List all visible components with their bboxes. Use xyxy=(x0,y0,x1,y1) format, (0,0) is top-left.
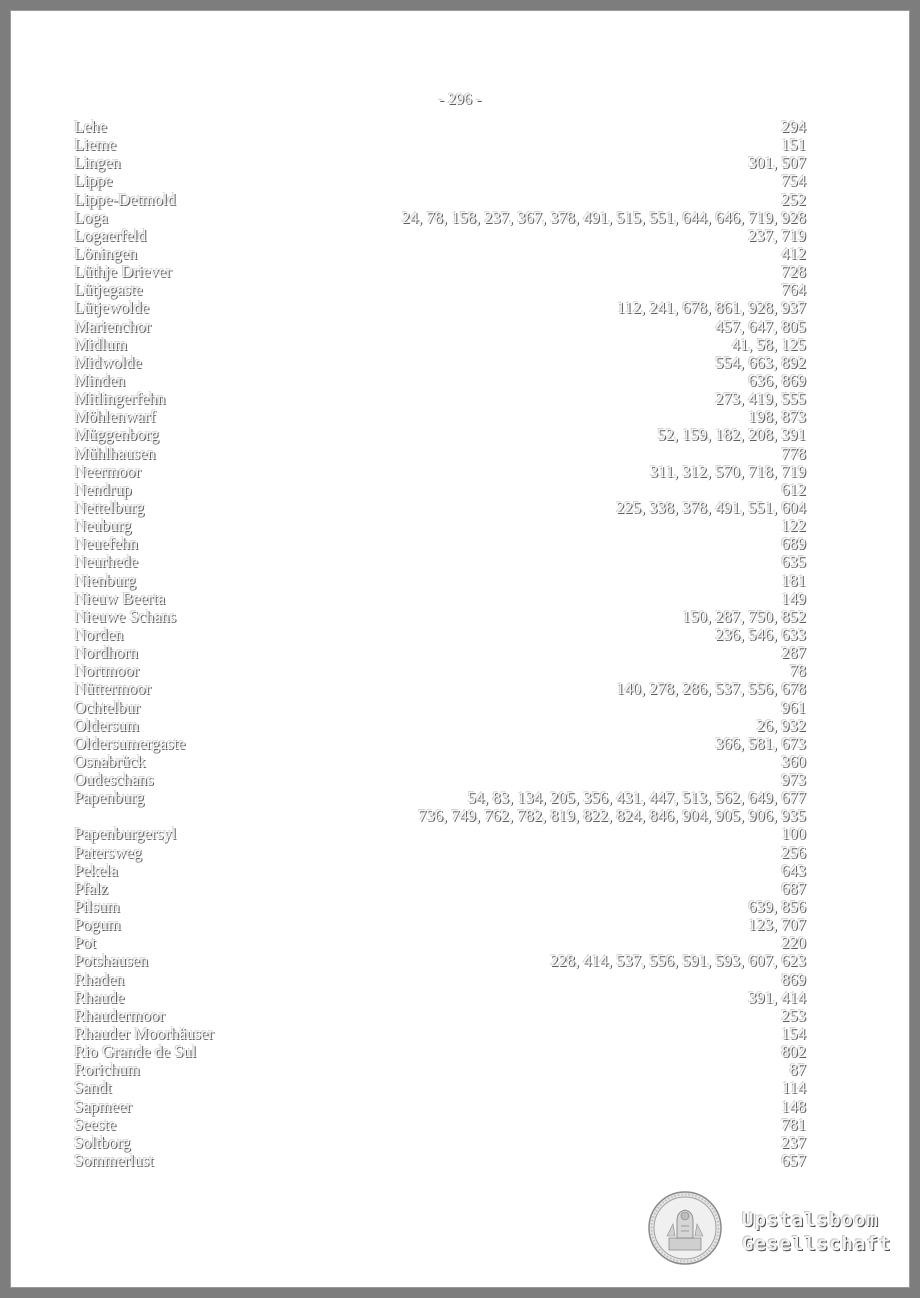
page-references: 114 xyxy=(781,1078,806,1098)
page-references: 687 xyxy=(781,878,806,898)
index-entry xyxy=(74,608,806,626)
place-name: Nordhorn xyxy=(74,643,139,663)
place-name: Lingen xyxy=(74,153,121,173)
page-references: 54, 83, 134, 205, 356, 431, 447, 513, 562, 649, 677 xyxy=(467,788,806,808)
page-references: 154 xyxy=(781,1024,806,1044)
index-entry xyxy=(74,590,806,608)
place-name: Rhaude xyxy=(74,987,125,1007)
place-name: Midwolde xyxy=(74,352,142,372)
page-references: 198, 873 xyxy=(748,407,806,427)
page-references: 639, 856 xyxy=(748,897,806,917)
society-name xyxy=(742,1208,891,1256)
place-name: Papenburgersyl xyxy=(74,824,177,844)
index-entry xyxy=(74,354,806,372)
index-entry xyxy=(74,916,806,934)
index-entry xyxy=(74,1025,806,1043)
page-references: 228, 414, 537, 556, 591, 593, 607, 623 xyxy=(550,951,806,971)
page-references: 802 xyxy=(781,1042,806,1062)
place-name: Lütjegaste xyxy=(74,280,143,300)
place-name: Sommerlust xyxy=(74,1151,154,1171)
page-references: 301, 507 xyxy=(748,153,806,173)
index-entry xyxy=(74,281,806,299)
index-entry xyxy=(74,481,806,499)
page-references: 78 xyxy=(789,661,806,681)
place-name: Papenburg xyxy=(74,788,145,808)
page-references: 122 xyxy=(781,516,806,536)
index-entry xyxy=(74,1061,806,1079)
place-name: Rorichum xyxy=(74,1060,140,1080)
page-references: 253 xyxy=(781,1005,806,1025)
index-entry xyxy=(74,372,806,390)
index-entry xyxy=(74,553,806,571)
index-entry xyxy=(74,898,806,916)
index-entry xyxy=(74,299,806,317)
index-entry xyxy=(74,1152,806,1170)
place-name: Loga xyxy=(74,207,108,227)
page-references: 24, 78, 158, 237, 367, 378, 491, 515, 551, 644, 646, 719, 928 xyxy=(401,207,806,227)
place-name: Lütjewolde xyxy=(74,298,150,318)
page-references: 41, 58, 125 xyxy=(731,334,806,354)
page-references: 736, 749, 762, 782, 819, 822, 824, 846, 904, 905, 906, 935 xyxy=(418,806,806,826)
index-entry xyxy=(74,172,806,190)
place-name: Midlum xyxy=(74,334,128,354)
place-name: Neurhede xyxy=(74,552,139,572)
place-name: Müggenborg xyxy=(74,425,159,445)
page-references: 52, 159, 182, 208, 391 xyxy=(657,425,806,445)
index-entry xyxy=(74,245,806,263)
place-name: Pilsum xyxy=(74,897,120,917)
page-references: 220 xyxy=(781,933,806,953)
index-entry xyxy=(74,717,806,735)
index-entry xyxy=(74,426,806,444)
index-entry xyxy=(74,952,806,970)
index-entry xyxy=(74,154,806,172)
page-references: 636, 869 xyxy=(748,370,806,390)
place-name: Potshausen xyxy=(74,951,149,971)
place-name: Nettelburg xyxy=(74,497,145,517)
place-name: Ochtelbur xyxy=(74,697,140,717)
place-name: Minden xyxy=(74,370,126,390)
index-entry xyxy=(74,662,806,680)
place-name: Lehe xyxy=(74,117,107,136)
index-entry xyxy=(74,699,806,717)
index-entry xyxy=(74,227,806,245)
page-references: 100 xyxy=(781,824,806,844)
place-name: Nieuw Beerta xyxy=(74,588,166,608)
place-name: Nienburg xyxy=(74,570,137,590)
page-references: 140, 278, 286, 537, 556, 678 xyxy=(616,679,806,699)
place-name: Nüttermoor xyxy=(74,679,151,699)
page-references: 643 xyxy=(781,860,806,880)
page-references: 657 xyxy=(781,1151,806,1171)
index-entry xyxy=(74,771,806,789)
index-entry xyxy=(74,1134,806,1152)
page-references: 728 xyxy=(781,262,806,282)
index-entry xyxy=(74,191,806,209)
place-name: Pogum xyxy=(74,915,121,935)
index-entry xyxy=(74,680,806,698)
page-references: 612 xyxy=(781,479,806,499)
place-name: Lüthje Driever xyxy=(74,262,172,282)
page-references: 236, 546, 633 xyxy=(715,624,806,644)
page-number: - 296 - xyxy=(438,91,482,108)
page-references: 689 xyxy=(781,534,806,554)
place-name: Patersweg xyxy=(74,842,142,862)
index-entry xyxy=(74,789,806,807)
place-name: Rhaden xyxy=(74,969,125,989)
page-references: 26, 932 xyxy=(756,715,806,735)
place-name: Neuefehn xyxy=(74,534,139,554)
place-name: Lippe xyxy=(74,171,113,191)
society-seal-logo xyxy=(647,1190,723,1266)
place-name: Seeste xyxy=(74,1114,117,1134)
place-name: Mitlingerfehn xyxy=(74,389,166,409)
index-entry xyxy=(74,862,806,880)
document-page xyxy=(10,10,910,1288)
index-entry xyxy=(74,499,806,517)
place-name: Rhauder Moorhäuser xyxy=(74,1024,214,1044)
index-entry xyxy=(74,934,806,952)
place-name: Nendrup xyxy=(74,479,132,499)
page-references: 554, 663, 892 xyxy=(715,352,806,372)
page-references: 869 xyxy=(781,969,806,989)
page-references: 764 xyxy=(781,280,806,300)
place-name: Rhaudermoor xyxy=(74,1005,165,1025)
page-references: 148 xyxy=(781,1096,806,1116)
index-entry xyxy=(74,971,806,989)
index-entry xyxy=(74,1079,806,1097)
page-references: 311, 312, 570, 718, 719 xyxy=(649,461,806,481)
place-name: Oldersumergaste xyxy=(74,733,186,753)
place-name: Rio Grande de Sul xyxy=(74,1042,197,1062)
place-name: Nieuwe Schans xyxy=(74,606,177,626)
place-name: Mühlhausen xyxy=(74,443,156,463)
index-entry xyxy=(74,445,806,463)
place-name: Nortmoor xyxy=(74,661,140,681)
index-entry xyxy=(74,1007,806,1025)
place-name: Löningen xyxy=(74,243,138,263)
index-entry xyxy=(74,318,806,336)
page-references: 961 xyxy=(781,697,806,717)
index-entry xyxy=(74,1098,806,1116)
index-entry xyxy=(74,336,806,354)
place-name: Lieme xyxy=(74,135,117,155)
page-references: 256 xyxy=(781,842,806,862)
index-entry xyxy=(74,408,806,426)
place-index-list xyxy=(74,118,806,1170)
society-name-line-2: Gesellschaft xyxy=(742,1233,892,1255)
page-references: 781 xyxy=(781,1114,806,1134)
place-name: Osnabrück xyxy=(74,751,146,771)
index-entry xyxy=(74,390,806,408)
page-references: 294 xyxy=(781,117,806,136)
page-references: 635 xyxy=(781,552,806,572)
place-name: Pot xyxy=(74,933,97,953)
page-references: 287 xyxy=(781,643,806,663)
page-references: 237 xyxy=(781,1132,806,1152)
page-references: 457, 647, 805 xyxy=(715,316,806,336)
index-entry xyxy=(74,118,806,136)
place-name: Neuburg xyxy=(74,516,132,536)
page-references: 252 xyxy=(781,189,806,209)
place-name: Oldersum xyxy=(74,715,140,735)
index-entry xyxy=(74,209,806,227)
page-references: 778 xyxy=(781,443,806,463)
index-entry xyxy=(74,735,806,753)
index-entry xyxy=(74,989,806,1007)
place-name: Soltborg xyxy=(74,1132,131,1152)
page-references: 181 xyxy=(781,570,806,590)
place-name: Pfalz xyxy=(74,878,108,898)
place-name: Sapmeer xyxy=(74,1096,132,1116)
index-entry xyxy=(74,626,806,644)
place-name: Sandt xyxy=(74,1078,112,1098)
page-references: 391, 414 xyxy=(748,987,806,1007)
index-entry xyxy=(74,263,806,281)
index-entry xyxy=(74,825,806,843)
place-name: Möhlenwarf xyxy=(74,407,156,427)
index-entry xyxy=(74,572,806,590)
place-name: Logaerfeld xyxy=(74,225,147,245)
society-name-line-1: Upstalsboom xyxy=(742,1209,879,1231)
index-entry xyxy=(74,463,806,481)
page-references: 123, 707 xyxy=(748,915,806,935)
index-entry xyxy=(74,753,806,771)
index-entry xyxy=(74,844,806,862)
page-references: 412 xyxy=(781,243,806,263)
page-references: 87 xyxy=(789,1060,806,1080)
place-name: Lippe-Detmold xyxy=(74,189,176,209)
index-entry xyxy=(74,1043,806,1061)
page-references: 360 xyxy=(781,751,806,771)
page-references: 151 xyxy=(781,135,806,155)
index-entry xyxy=(74,880,806,898)
page-references: 237, 719 xyxy=(748,225,806,245)
index-entry xyxy=(74,1116,806,1134)
place-name: Oudeschans xyxy=(74,770,154,790)
place-name: Pekela xyxy=(74,860,118,880)
place-name: Norden xyxy=(74,624,124,644)
page-references: 754 xyxy=(781,171,806,191)
page-references: 112, 241, 678, 861, 928, 937 xyxy=(616,298,806,318)
place-name: Marienchor xyxy=(74,316,151,336)
page-references: 973 xyxy=(781,770,806,790)
page-references: 150, 287, 750, 852 xyxy=(682,606,806,626)
page-references: 366, 581, 673 xyxy=(715,733,806,753)
page-references: 149 xyxy=(781,588,806,608)
page-references: 225, 338, 378, 491, 551, 604 xyxy=(616,497,806,517)
index-entry xyxy=(74,535,806,553)
index-entry xyxy=(74,517,806,535)
index-entry xyxy=(74,136,806,154)
page-references: 273, 419, 555 xyxy=(715,389,806,409)
index-entry xyxy=(74,644,806,662)
place-name: Neermoor xyxy=(74,461,141,481)
index-entry xyxy=(74,807,806,825)
